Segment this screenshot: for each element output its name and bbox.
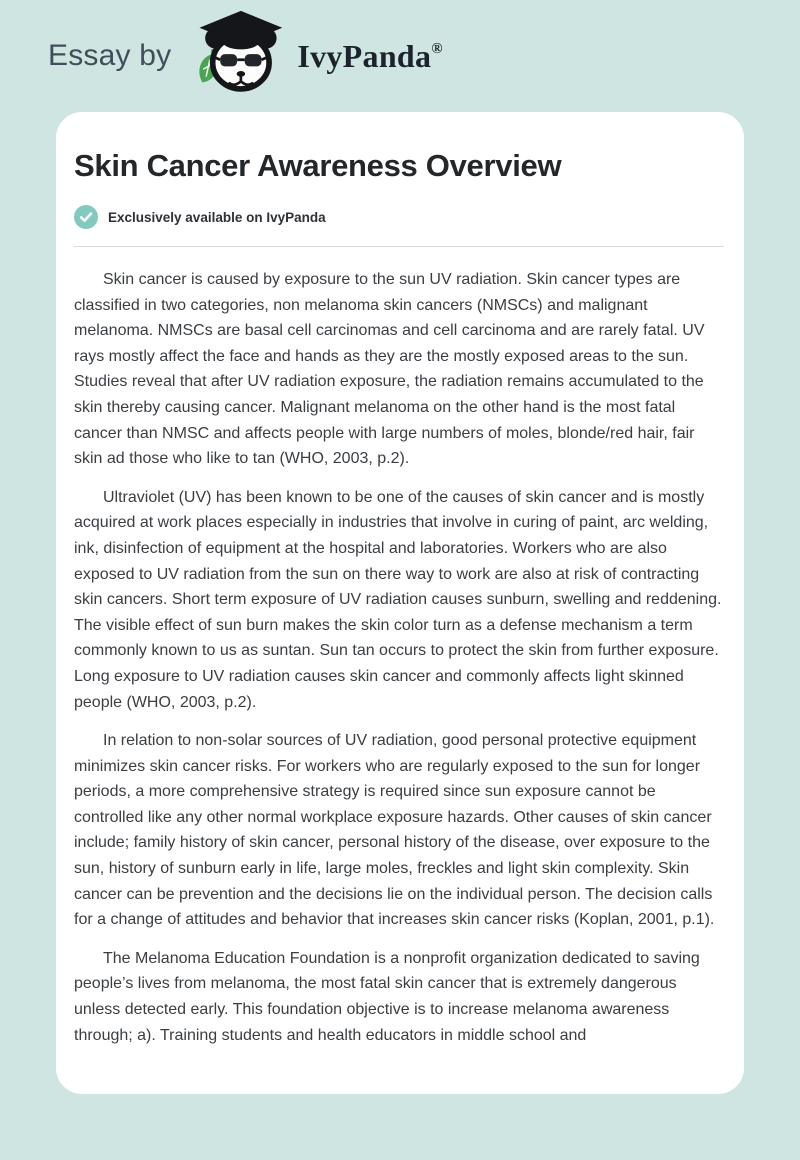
exclusive-badge [74,205,724,229]
divider [74,246,724,247]
registered-mark: ® [431,40,443,57]
badge-label: Exclusively available on IvyPanda [108,209,326,225]
page-title: Skin Cancer Awareness Overview [74,148,562,183]
essay-card [56,112,744,1094]
site-header [0,0,800,112]
paragraph-1: Skin cancer is caused by exposure to the sun UV radiation. Skin cancer types are classified in two categories, non melanoma skin cancers (NMSCs) and malignant melanoma. NMSCs are basal cell carcinomas and cell carcinoma and are rarely fatal. UV rays mostly affect the face and hands as they are the mostly exposed areas to the sun. Studies reveal that after UV radiation exposure, the radiation remains accumulated to the skin thereby causing cancer. Malignant melanoma on the other hand is the most fatal cancer than NMSC and affects people with large numbers of moles, blonde/red hair, fair skin ad those who like to tan (WHO, 2003, p.2). [74,271,705,468]
ivypanda-logo[interactable] [187,9,443,103]
panda-graduate-icon [187,9,291,103]
paragraph-4: The Melanoma Education Foundation is a nonprofit organization dedicated to saving people’s lives from melanoma, the most fatal skin cancer that is extremely dangerous unless detected early. This foundation objective is to increase melanoma awareness through; a). Training students and health educators in middle school and [74,949,700,1044]
check-icon [74,205,98,229]
essay-body [74,267,724,1048]
paragraph-3: In relation to non-solar sources of UV radiation, good personal protective equipment minimizes skin cancer risks. For workers who are regularly exposed to the sun for longer periods, a more comprehensive strategy is required since sun exposure cannot be controlled like any other normal workplace exposure hazards. Other causes of skin cancer include; family history of skin cancer, personal history of the disease, over exposure to the sun, history of sunburn early in life, large moles, freckles and light skin complexity. Skin cancer can be prevention and the decisions lie on the individual person. The decision calls for a change of attitudes and behavior that increases skin cancer risks (Koplan, 2001, p.1). [74,732,715,929]
paragraph-2: Ultraviolet (UV) has been known to be one of the causes of skin cancer and is mostly acquired at work places especially in industries that involve in curing of paint, arc welding, ink, disinfection of equipment at the hospital and laboratories. Workers who are also exposed to UV radiation from the sun on there way to work are also at risk of contracting skin cancers. Short term exposure of UV radiation causes sunburn, swelling and reddening. The visible effect of sun burn makes the skin color turn as a defense mechanism a term commonly known to us as suntan. Sun tan occurs to protect the skin from further exposure. Long exposure to UV radiation causes skin cancer and commonly affects light skinned people (WHO, 2003, p.2). [74,488,722,711]
brand-name: IvyPanda® [297,37,443,74]
essay-by-label: Essay by [48,39,172,72]
